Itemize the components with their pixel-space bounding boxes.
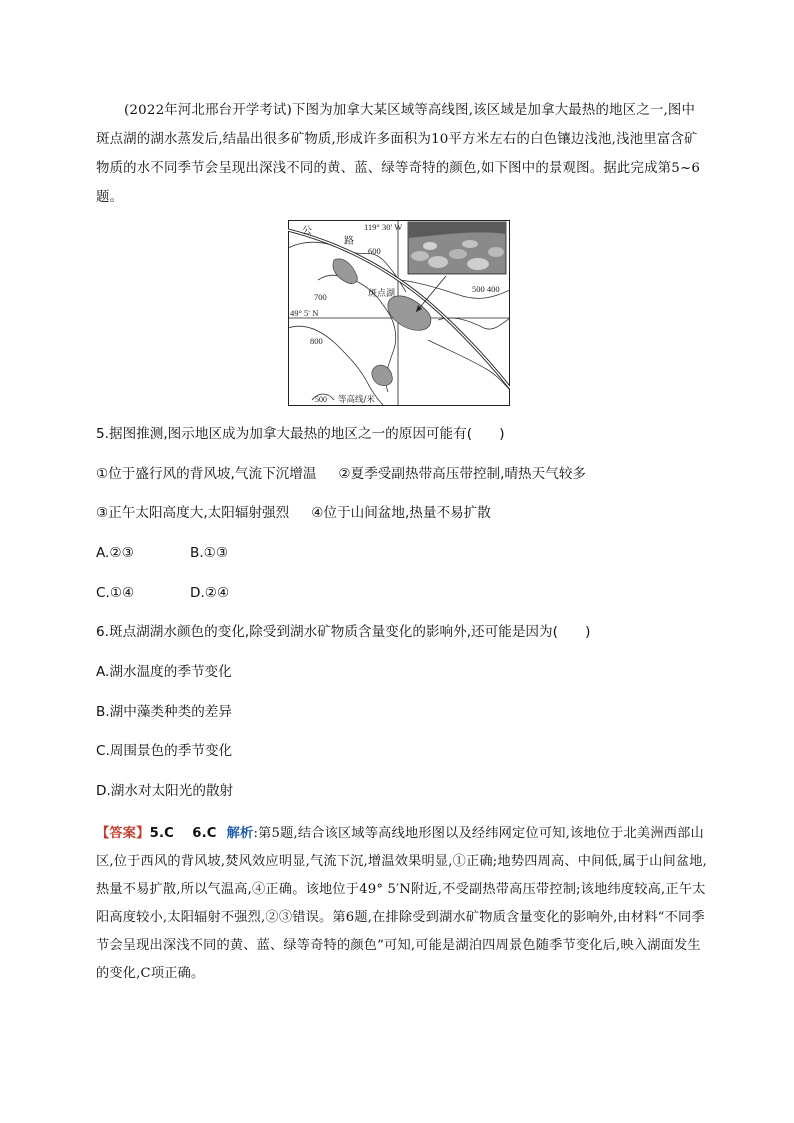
q5-option-d: D.②④ — [190, 585, 230, 601]
q6-option-d: D.湖水对太阳光的散射 — [96, 783, 234, 799]
legend-value: 500 — [315, 395, 327, 404]
contour-label-700: 700 — [314, 292, 327, 302]
question-intro: (2022年河北邢台开学考试)下图为加拿大某区域等高线图,该区域是加拿大最热的地区之一,图中斑点湖的湖水蒸发后,结晶出很多矿物质,形成许多面积为10平方米左右的白色镶边浅池,浅池里富含矿物质的水不同季节会呈现出深浅不同的黄、蓝、绿等奇特的颜色,如下图中的景观图。据此完成第5~6题。 — [96, 103, 701, 205]
q5-option-b: B.①③ — [190, 545, 229, 561]
q6-option-c: C.周围景色的季节变化 — [96, 743, 233, 759]
lake-label: 斑点湖 — [368, 289, 396, 299]
q5-statements-row-1 — [96, 464, 586, 484]
contour-label-800: 800 — [310, 336, 323, 346]
explanation-body: :第5题,结合该区域等高线地形图以及经纬网定位可知,该地位于北美洲西部山区,位于西风的背风坡,焚风效应明显,气流下沉,增温效果明显,①正确;地势四周高、中间低,属于山间盆地,热量不易扩散,所以气温高,④正确。该地位于49° 5′N附近,不受副热带高压带控制;该地纬度较高,正午太阳高度较小,太阳辐射不强烈,②③错误。第6题,在排除受到湖水矿物质含量变化的影响外,由材料“不同季节会呈现出深浅不同的黄、蓝、绿等奇特的颜色”可知,可能是湖泊四周景色随季节变化后,映入湖面发生的变化,C项正确。 — [96, 826, 708, 981]
q5-statements-row-2 — [96, 503, 491, 523]
q5-statement-4: ④位于山间盆地,热量不易扩散 — [311, 505, 491, 521]
q5-statement-1: ①位于盛行风的背风坡,气流下沉增温 — [96, 466, 317, 482]
q5-option-a: A.②③ — [96, 545, 134, 561]
q5-option-c: C.①④ — [96, 585, 135, 601]
contour-label-500-400: 500 400 — [472, 284, 500, 294]
q5-stem: 5.据图推测,图示地区成为加拿大最热的地区之一的原因可能有( ) — [96, 426, 505, 442]
legend-text: 等高线/米 — [338, 395, 375, 405]
road-label: 公 — [302, 226, 312, 237]
longitude-label: 119° 30′ W — [364, 222, 403, 232]
answer-keys: 5.C 6.C — [149, 826, 217, 841]
q6-option-b: B.湖中藻类种类的差异 — [96, 704, 232, 720]
q5-statement-3: ③正午太阳高度大,太阳辐射强烈 — [96, 505, 290, 521]
q6-stem: 6.斑点湖湖水颜色的变化,除受到湖水矿物质含量变化的影响外,还可能是因为( ) — [96, 624, 591, 640]
road-label: 路 — [344, 236, 354, 247]
q5-statement-2: ②夏季受副热带高压带控制,晴热天气较多 — [338, 466, 587, 482]
latitude-label: 49° 5′ N — [290, 308, 319, 318]
answer-tag: 【答案】 — [96, 826, 150, 841]
contour-map — [288, 220, 510, 406]
explanation-label: 解析 — [226, 826, 254, 841]
q6-option-a: A.湖水温度的季节变化 — [96, 664, 232, 680]
contour-label-600: 600 — [368, 246, 381, 256]
answer-explanation — [96, 820, 708, 988]
landscape-photo — [408, 222, 506, 274]
